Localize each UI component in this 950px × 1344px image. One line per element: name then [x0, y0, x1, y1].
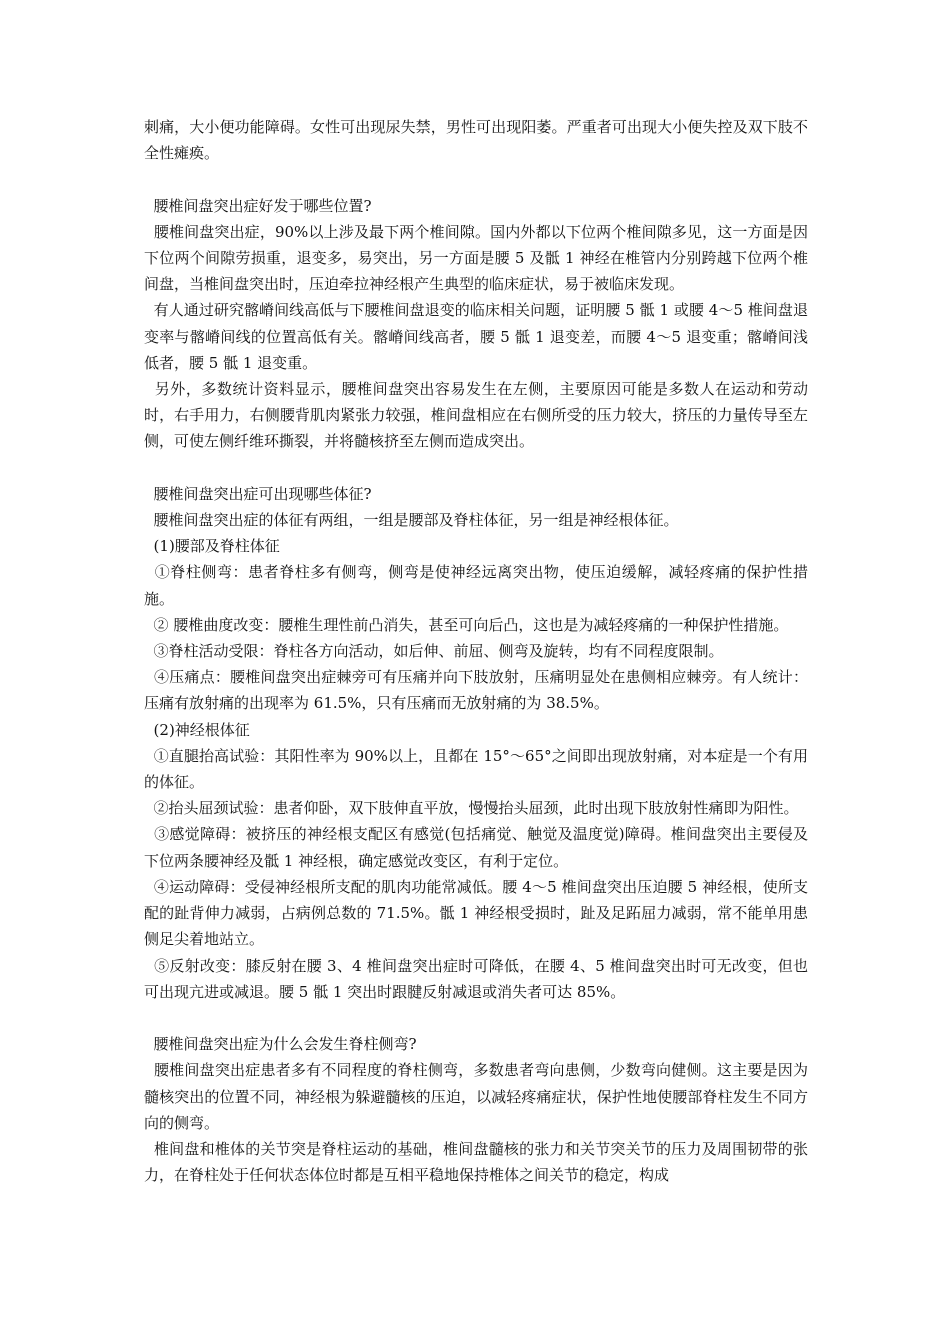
paragraph [144, 1005, 808, 1031]
paragraph: 另外，多数统计资料显示，腰椎间盘突出容易发生在左侧，主要原因可能是多数人在运动和劳动时，右手用力，右侧腰背肌肉紧张力较强，椎间盘相应在右侧所受的压力较大，挤压的力量传导至左侧，可使左侧纤维环撕裂，并将髓核挤至左侧而造成突出。 [144, 380, 808, 451]
document-page [144, 114, 808, 1188]
section-heading: 腰椎间盘突出症为什么会发生脊柱侧弯? [144, 1035, 417, 1054]
paragraph: ③感觉障碍：被挤压的神经根支配区有感觉(包括痛觉、触觉及温度觉)障碍。椎间盘突出主要侵及下位两条腰神经及骶 1 神经根，确定感觉改变区，有利于定位。 [144, 825, 808, 870]
paragraph: ②抬头屈颈试验：患者仰卧，双下肢伸直平放，慢慢抬头屈颈，此时出现下肢放射性痛即为阳性。 [144, 799, 799, 818]
paragraph: 刺痛，大小便功能障碍。女性可出现尿失禁，男性可出现阳萎。严重者可出现大小便失控及双下肢不全性瘫痪。 [144, 118, 808, 163]
subheading: (2)神经根体征 [144, 720, 250, 739]
subheading: (1)腰部及脊柱体征 [144, 537, 280, 556]
paragraph: 腰椎间盘突出症的体征有两组，一组是腰部及脊柱体征，另一组是神经根体征。 [144, 511, 679, 530]
paragraph [144, 166, 808, 192]
paragraph: 有人通过研究髂嵴间线高低与下腰椎间盘退变的临床相关问题，证明腰 5 骶 1 或腰 4～5 椎间盘退变率与髂嵴间线的位置高低有关。髂嵴间线高者，腰 5 骶 1 退变差，而腰 4～5 退变重；髂嵴间浅低者，腰 5 骶 1 退变重。 [144, 301, 808, 372]
paragraph: ①直腿抬高试验：其阳性率为 90%以上，且都在 15°～65°之间即出现放射痛，对本症是一个有用的体征。 [144, 746, 808, 792]
paragraph [144, 455, 808, 481]
paragraph: ② 腰椎曲度改变：腰椎生理性前凸消失，甚至可向后凸，这也是为减轻疼痛的一种保护性措施。 [144, 615, 789, 634]
paragraph: 椎间盘和椎体的关节突是脊柱运动的基础，椎间盘髓核的张力和关节突关节的压力及周围韧带的张力，在脊柱处于任何状态体位时都是互相平稳地保持椎体之间关节的稳定，构成 [144, 1139, 808, 1185]
paragraph: ⑤反射改变：膝反射在腰 3、4 椎间盘突出症时可降低，在腰 4、5 椎间盘突出时可无改变，但也可出现亢进或减退。腰 5 骶 1 突出时跟腱反射减退或消失者可达 85%。 [144, 956, 808, 1001]
paragraph: 腰椎间盘突出症，90%以上涉及最下两个椎间隙。国内外都以下位两个椎间隙多见，这一方面是因下位两个间隙劳损重，退变多，易突出，另一方面是腰 5 及骶 1 神经在椎管内分别跨越下位两个椎间盘，当椎间盘突出时，压迫牵拉神经根产生典型的临床症状，易于被临床发现。 [144, 222, 808, 294]
paragraph: ④运动障碍：受侵神经根所支配的肌肉功能常减低。腰 4～5 椎间盘突出压迫腰 5 神经根，使所支配的趾背伸力减弱，占病例总数的 71.5%。骶 1 神经根受损时，趾及足跖屈力减弱，常不能单用患侧足尖着地站立。 [144, 877, 808, 949]
paragraph: 腰椎间盘突出症患者多有不同程度的脊柱侧弯，多数患者弯向患侧，少数弯向健侧。这主要是因为髓核突出的位置不同，神经根为躲避髓核的压迫，以减轻疼痛症状，保护性地使腰部脊柱发生不同方向的侧弯。 [144, 1061, 808, 1132]
section-heading: 腰椎间盘突出症可出现哪些体征? [144, 484, 372, 503]
section-heading: 腰椎间盘突出症好发于哪些位置? [144, 196, 372, 215]
paragraph: ①脊柱侧弯：患者脊柱多有侧弯，侧弯是使神经远离突出物，使压迫缓解，减轻疼痛的保护性措施。 [144, 563, 808, 608]
paragraph: ③脊柱活动受限：脊柱各方向活动，如后伸、前屈、侧弯及旋转，均有不同程度限制。 [144, 642, 724, 661]
paragraph: ④压痛点：腰椎间盘突出症棘旁可有压痛并向下肢放射，压痛明显处在患侧相应棘旁。有人统计：压痛有放射痛的出现率为 61.5%，只有压痛而无放射痛的为 38.5%。 [144, 668, 808, 713]
